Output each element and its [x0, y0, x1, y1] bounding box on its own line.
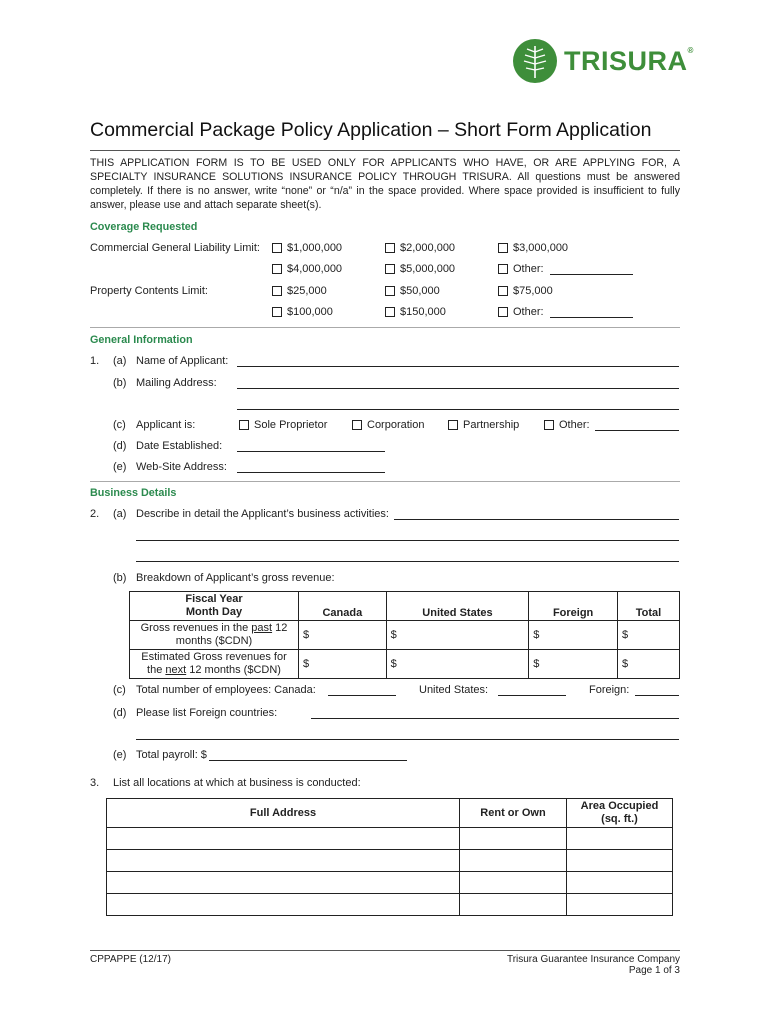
past-revenue-label: Gross revenues in the past 12 months ($CDN)	[130, 621, 299, 650]
employees-foreign-label: Foreign:	[589, 684, 630, 696]
area-cell[interactable]	[567, 872, 673, 894]
cgl-option-2m[interactable]: $2,000,000	[385, 242, 455, 254]
cgl-option-4m[interactable]: $4,000,000	[272, 263, 342, 275]
mailing-address-input-2[interactable]	[237, 409, 679, 410]
area-cell[interactable]	[567, 828, 673, 850]
business-heading: Business Details	[90, 487, 177, 499]
business-activities-input-3[interactable]	[136, 561, 679, 562]
employees-us-input[interactable]	[498, 695, 566, 696]
column-header: United States	[386, 592, 529, 621]
table-row	[130, 650, 680, 679]
item-c: (c)	[113, 419, 126, 431]
address-cell[interactable]	[107, 828, 460, 850]
type-sole-proprietor[interactable]: Sole Proprietor	[239, 419, 327, 431]
trisura-logo	[512, 38, 694, 84]
applicant-name-input[interactable]	[237, 366, 679, 367]
checkbox[interactable]	[498, 264, 508, 274]
payroll-input[interactable]	[209, 760, 407, 761]
checkbox[interactable]	[544, 420, 554, 430]
item-b: (b)	[113, 572, 127, 584]
table-row	[107, 872, 673, 894]
checkbox[interactable]	[385, 264, 395, 274]
foreign-countries-label: Please list Foreign countries:	[136, 707, 278, 719]
website-label: Web-Site Address:	[136, 461, 227, 473]
page-number: Page 1 of 3	[628, 965, 680, 976]
mailing-address-label: Mailing Address:	[136, 377, 217, 389]
checkbox[interactable]	[498, 286, 508, 296]
column-header: Foreign	[529, 592, 618, 621]
cgl-option-3m[interactable]: $3,000,000	[498, 242, 568, 254]
rent-own-cell[interactable]	[460, 894, 567, 916]
checkbox[interactable]	[448, 420, 458, 430]
table-row	[130, 592, 680, 621]
applicant-name-label: Name of Applicant:	[136, 355, 229, 367]
applicant-type-label: Applicant is:	[136, 419, 196, 431]
revenue-cell[interactable]: $	[617, 621, 679, 650]
area-cell[interactable]	[567, 850, 673, 872]
column-header: Total	[617, 592, 679, 621]
brand-name: TRISURA®	[564, 45, 694, 76]
business-activities-label: Describe in detail the Applicant’s business activities:	[136, 508, 389, 520]
website-input[interactable]	[237, 472, 385, 473]
revenue-cell[interactable]: $	[299, 621, 387, 650]
form-code: CPPAPPE (12/17)	[90, 954, 171, 965]
business-activities-input-2[interactable]	[136, 540, 679, 541]
payroll-label: Total payroll: $	[136, 749, 207, 761]
section-divider	[90, 481, 680, 482]
intro-text: THIS APPLICATION FORM IS TO BE USED ONLY FOR APPLICANTS WHO HAVE, OR ARE APPLYING FOR, A SPECIALTY INSURANCE SOLUTIONS INSURANCE POLICY THROUGH TRISURA. All questions must be answered completely. If there is no answer, write “none” or “n/a” in the space provided. Where space provided is insufficient to fully answer, please use and attach separate sheet(s).	[90, 157, 680, 211]
fiscal-year-header: Fiscal Year Month Day	[130, 592, 299, 621]
table-row	[107, 850, 673, 872]
revenue-cell[interactable]: $	[529, 621, 618, 650]
address-cell[interactable]	[107, 872, 460, 894]
item-c: (c)	[113, 684, 126, 696]
column-header: Full Address	[107, 799, 460, 828]
locations-table	[106, 798, 673, 916]
employees-canada-input[interactable]	[328, 695, 396, 696]
table-row	[107, 894, 673, 916]
property-limit-label: Property Contents Limit:	[90, 285, 208, 297]
section-divider	[90, 327, 680, 328]
checkbox[interactable]	[385, 307, 395, 317]
checkbox[interactable]	[498, 243, 508, 253]
item-d: (d)	[113, 440, 127, 452]
address-cell[interactable]	[107, 894, 460, 916]
checkbox[interactable]	[272, 286, 282, 296]
cgl-option-5m[interactable]: $5,000,000	[385, 263, 455, 275]
gross-revenue-label: Breakdown of Applicant’s gross revenue:	[136, 572, 335, 584]
checkbox[interactable]	[239, 420, 249, 430]
general-heading: General Information	[90, 334, 193, 346]
item-a: (a)	[113, 355, 127, 367]
footer-company	[507, 954, 680, 976]
revenue-cell[interactable]: $	[386, 621, 529, 650]
cgl-option-1m[interactable]: $1,000,000	[272, 242, 342, 254]
revenue-cell[interactable]: $	[529, 650, 618, 679]
cgl-option-other[interactable]: Other:	[498, 263, 544, 275]
column-header: Canada	[299, 592, 387, 621]
property-option-25k[interactable]: $25,000	[272, 285, 327, 297]
item-b: (b)	[113, 377, 127, 389]
checkbox[interactable]	[498, 307, 508, 317]
item-d: (d)	[113, 707, 127, 719]
question-number-1: 1.	[90, 355, 100, 367]
date-established-label: Date Established:	[136, 440, 223, 452]
checkbox[interactable]	[385, 286, 395, 296]
item-e: (e)	[113, 749, 127, 761]
next-revenue-label: Estimated Gross revenues for the next 12 months ($CDN)	[130, 650, 299, 679]
type-corporation[interactable]: Corporation	[352, 419, 424, 431]
table-row	[130, 621, 680, 650]
rent-own-cell[interactable]	[460, 828, 567, 850]
date-established-input[interactable]	[237, 451, 385, 452]
checkbox[interactable]	[272, 264, 282, 274]
area-cell[interactable]	[567, 894, 673, 916]
employees-foreign-input[interactable]	[635, 695, 679, 696]
table-row	[107, 828, 673, 850]
revenue-table	[129, 591, 680, 679]
column-header: Rent or Own	[460, 799, 567, 828]
revenue-cell[interactable]: $	[299, 650, 387, 679]
cgl-other-input[interactable]	[550, 274, 633, 275]
checkbox[interactable]	[272, 243, 282, 253]
checkbox[interactable]	[272, 307, 282, 317]
property-other-input[interactable]	[550, 317, 633, 318]
type-partnership[interactable]: Partnership	[448, 419, 519, 431]
employees-canada-label: Total number of employees: Canada:	[136, 684, 316, 696]
type-other[interactable]: Other:	[544, 419, 590, 431]
foreign-countries-input-2[interactable]	[136, 739, 679, 740]
checkbox[interactable]	[352, 420, 362, 430]
title-divider	[90, 150, 680, 151]
question-number-3: 3.	[90, 777, 100, 789]
property-option-other[interactable]: Other:	[498, 306, 544, 318]
cgl-limit-label: Commercial General Liability Limit:	[90, 242, 260, 254]
property-option-100k[interactable]: $100,000	[272, 306, 333, 318]
trisura-leaf-icon	[512, 38, 558, 84]
checkbox[interactable]	[385, 243, 395, 253]
area-occupied-header: Area Occupied (sq. ft.)	[567, 799, 673, 828]
foreign-countries-input[interactable]	[311, 718, 679, 719]
rent-own-cell[interactable]	[460, 872, 567, 894]
footer-divider	[90, 950, 680, 951]
employees-us-label: United States:	[419, 684, 489, 696]
property-option-150k[interactable]: $150,000	[385, 306, 446, 318]
rent-own-cell[interactable]	[460, 850, 567, 872]
table-row	[107, 799, 673, 828]
type-other-input[interactable]	[595, 430, 679, 431]
address-cell[interactable]	[107, 850, 460, 872]
locations-label: List all locations at which at business is conducted:	[113, 777, 361, 789]
company-name: Trisura Guarantee Insurance Company	[506, 954, 680, 965]
question-number-2: 2.	[90, 508, 100, 520]
business-activities-input[interactable]	[394, 519, 679, 520]
revenue-cell[interactable]: $	[386, 650, 529, 679]
item-a: (a)	[113, 508, 127, 520]
revenue-cell[interactable]: $	[617, 650, 679, 679]
item-e: (e)	[113, 461, 127, 473]
mailing-address-input[interactable]	[237, 388, 679, 389]
page-title: Commercial Package Policy Application – Short Form Application	[90, 119, 652, 141]
property-option-50k[interactable]: $50,000	[385, 285, 440, 297]
coverage-heading: Coverage Requested	[90, 221, 198, 233]
property-option-75k[interactable]: $75,000	[498, 285, 553, 297]
